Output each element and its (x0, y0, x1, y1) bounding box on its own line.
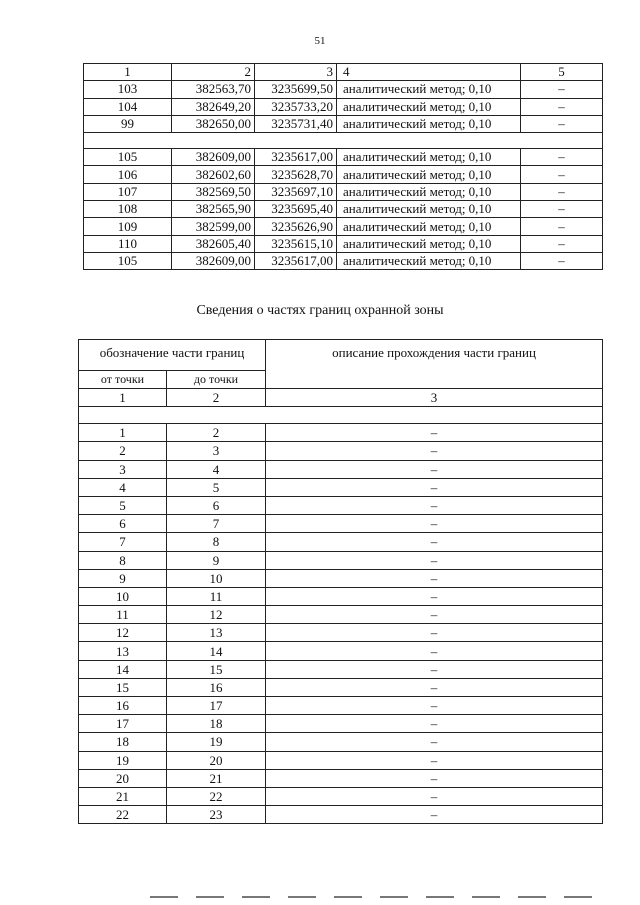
table-cell: – (266, 587, 603, 605)
table-cell: – (521, 166, 603, 183)
page-number: 51 (314, 35, 326, 47)
table-cell: 15 (79, 678, 167, 696)
parts-header-row (79, 340, 603, 371)
parts-empty-row (79, 407, 603, 424)
table-cell: 3235617,00 (255, 252, 337, 269)
table-cell: 382609,00 (172, 149, 255, 166)
table-cell: – (521, 149, 603, 166)
table-cell: 3235617,00 (255, 149, 337, 166)
table-cell: 7 (79, 533, 167, 551)
table-cell: 5 (167, 478, 266, 496)
table-cell: – (266, 769, 603, 787)
table-cell: 6 (167, 496, 266, 514)
table-row (84, 235, 603, 252)
table-cell: 9 (79, 569, 167, 587)
table-row (84, 252, 603, 269)
table-cell: 1 (84, 64, 172, 81)
table-row (79, 460, 603, 478)
table-cell: – (521, 252, 603, 269)
table-cell: – (266, 787, 603, 805)
table-cell: 107 (84, 183, 172, 200)
table-cell: 3 (255, 64, 337, 81)
table-cell: 18 (79, 733, 167, 751)
table-cell: 7 (167, 515, 266, 533)
table-cell: 109 (84, 218, 172, 235)
table-cell: аналитический метод; 0,10 (337, 115, 521, 132)
table-cell: 382599,00 (172, 218, 255, 235)
table-cell: 19 (167, 733, 266, 751)
table-cell: 110 (84, 235, 172, 252)
table-row (79, 606, 603, 624)
section-title: Сведения о частях границ охранной зоны (196, 303, 444, 318)
table-row (79, 587, 603, 605)
table-row (84, 98, 603, 115)
table-cell: 11 (167, 587, 266, 605)
table-cell: 9 (167, 551, 266, 569)
table-cell: 382565,90 (172, 201, 255, 218)
table-cell: 13 (79, 642, 167, 660)
table-cell: – (521, 98, 603, 115)
table-cell: – (266, 660, 603, 678)
table-cell: 20 (79, 769, 167, 787)
table-row (79, 515, 603, 533)
table-cell: 3235697,10 (255, 183, 337, 200)
table-cell: 105 (84, 252, 172, 269)
table-cell: 8 (79, 551, 167, 569)
table-cell: 14 (167, 642, 266, 660)
table-cell: – (266, 460, 603, 478)
coords-header-row (84, 64, 603, 81)
table-cell: 2 (79, 442, 167, 460)
header-description: описание прохождения части границ (266, 340, 603, 389)
col-number: 2 (167, 389, 266, 407)
table-cell: 13 (167, 624, 266, 642)
table-row (84, 115, 603, 132)
table-cell: 382602,60 (172, 166, 255, 183)
table-cell: 16 (167, 678, 266, 696)
table-cell: 6 (79, 515, 167, 533)
table-cell: – (266, 551, 603, 569)
table-cell: – (266, 678, 603, 696)
table-cell: – (266, 733, 603, 751)
table-cell: 3235695,40 (255, 201, 337, 218)
table-cell: 8 (167, 533, 266, 551)
table-row (84, 218, 603, 235)
table-cell: 108 (84, 201, 172, 218)
boundary-parts-table (78, 339, 603, 824)
table-cell: 10 (167, 569, 266, 587)
table-cell: 21 (167, 769, 266, 787)
table-row (79, 442, 603, 460)
table-row (79, 751, 603, 769)
table-cell: аналитический метод; 0,10 (337, 81, 521, 98)
table-row (84, 81, 603, 98)
table-cell: 3 (79, 460, 167, 478)
table-cell: 22 (167, 787, 266, 805)
table-cell: – (266, 533, 603, 551)
table-cell: 382563,70 (172, 81, 255, 98)
table-cell: – (266, 624, 603, 642)
empty-cell (84, 133, 603, 149)
table-row (79, 624, 603, 642)
table-cell: – (266, 478, 603, 496)
table-cell: 12 (167, 606, 266, 624)
table-cell: 3235628,70 (255, 166, 337, 183)
table-cell: аналитический метод; 0,10 (337, 98, 521, 115)
table-cell: 14 (79, 660, 167, 678)
table-cell: аналитический метод; 0,10 (337, 235, 521, 252)
table-cell: 4 (337, 64, 521, 81)
table-cell: 2 (172, 64, 255, 81)
table-cell: 106 (84, 166, 172, 183)
table-cell: 3235615,10 (255, 235, 337, 252)
table-cell: 11 (79, 606, 167, 624)
table-cell: – (266, 642, 603, 660)
table-cell: 21 (79, 787, 167, 805)
table-row (79, 715, 603, 733)
table-cell: – (521, 218, 603, 235)
table-row (79, 660, 603, 678)
table-cell: 3 (167, 442, 266, 460)
table-cell: 17 (167, 697, 266, 715)
table-cell: 3235731,40 (255, 115, 337, 132)
table-cell: 104 (84, 98, 172, 115)
table-row (79, 533, 603, 551)
table-cell: аналитический метод; 0,10 (337, 183, 521, 200)
table-cell: 16 (79, 697, 167, 715)
table-cell: – (266, 496, 603, 514)
table-cell: 4 (167, 460, 266, 478)
table-cell: – (521, 183, 603, 200)
table-cell: аналитический метод; 0,10 (337, 166, 521, 183)
table-cell: – (266, 715, 603, 733)
table-row (79, 769, 603, 787)
table-row (79, 697, 603, 715)
table-row (79, 642, 603, 660)
table-cell: – (266, 442, 603, 460)
table-cell: – (521, 115, 603, 132)
table-cell: 3235699,50 (255, 81, 337, 98)
table-row (79, 678, 603, 696)
table-cell: 5 (79, 496, 167, 514)
table-cell: 19 (79, 751, 167, 769)
table-row (84, 183, 603, 200)
subheader-to-point: до точки (167, 371, 266, 389)
table-cell: 103 (84, 81, 172, 98)
table-cell: аналитический метод; 0,10 (337, 252, 521, 269)
table-cell: 5 (521, 64, 603, 81)
table-cell: – (266, 806, 603, 824)
header-designation: обозначение части границ (79, 340, 266, 371)
table-row (79, 787, 603, 805)
table-cell: 99 (84, 115, 172, 132)
table-row (79, 551, 603, 569)
table-cell: 4 (79, 478, 167, 496)
table-cell: 3235626,90 (255, 218, 337, 235)
table-cell: – (266, 515, 603, 533)
table-cell: 382650,00 (172, 115, 255, 132)
table-cell: – (521, 235, 603, 252)
table-cell: 382569,50 (172, 183, 255, 200)
table-cell: 105 (84, 149, 172, 166)
col-number: 1 (79, 389, 167, 407)
table-cell: 18 (167, 715, 266, 733)
table-cell: аналитический метод; 0,10 (337, 201, 521, 218)
table-cell: 12 (79, 624, 167, 642)
table-cell: 382605,40 (172, 235, 255, 252)
subheader-from-point: от точки (79, 371, 167, 389)
table-cell: аналитический метод; 0,10 (337, 218, 521, 235)
table-row (79, 806, 603, 824)
table-cell: – (266, 569, 603, 587)
table-row (79, 496, 603, 514)
table-row (79, 569, 603, 587)
table-cell: – (266, 424, 603, 442)
table-cell: 382609,00 (172, 252, 255, 269)
table-cell: – (266, 606, 603, 624)
col-number: 3 (266, 389, 603, 407)
table-row (84, 201, 603, 218)
table-cell: – (266, 697, 603, 715)
empty-cell (79, 407, 603, 424)
table-cell: 23 (167, 806, 266, 824)
table-row (79, 424, 603, 442)
table-cell: 1 (79, 424, 167, 442)
table-cell: 10 (79, 587, 167, 605)
table-row (84, 149, 603, 166)
coords-empty-row (84, 133, 603, 149)
table-cell: аналитический метод; 0,10 (337, 149, 521, 166)
table-cell: 17 (79, 715, 167, 733)
footer-scan-marks (150, 896, 600, 898)
table-cell: 15 (167, 660, 266, 678)
table-cell: 2 (167, 424, 266, 442)
table-row (79, 733, 603, 751)
table-cell: – (521, 201, 603, 218)
coordinates-table (83, 63, 603, 270)
table-cell: 382649,20 (172, 98, 255, 115)
table-cell: – (266, 751, 603, 769)
table-cell: – (521, 81, 603, 98)
parts-column-numbers-row (79, 389, 603, 407)
table-cell: 20 (167, 751, 266, 769)
table-row (84, 166, 603, 183)
table-cell: 22 (79, 806, 167, 824)
table-cell: 3235733,20 (255, 98, 337, 115)
table-row (79, 478, 603, 496)
